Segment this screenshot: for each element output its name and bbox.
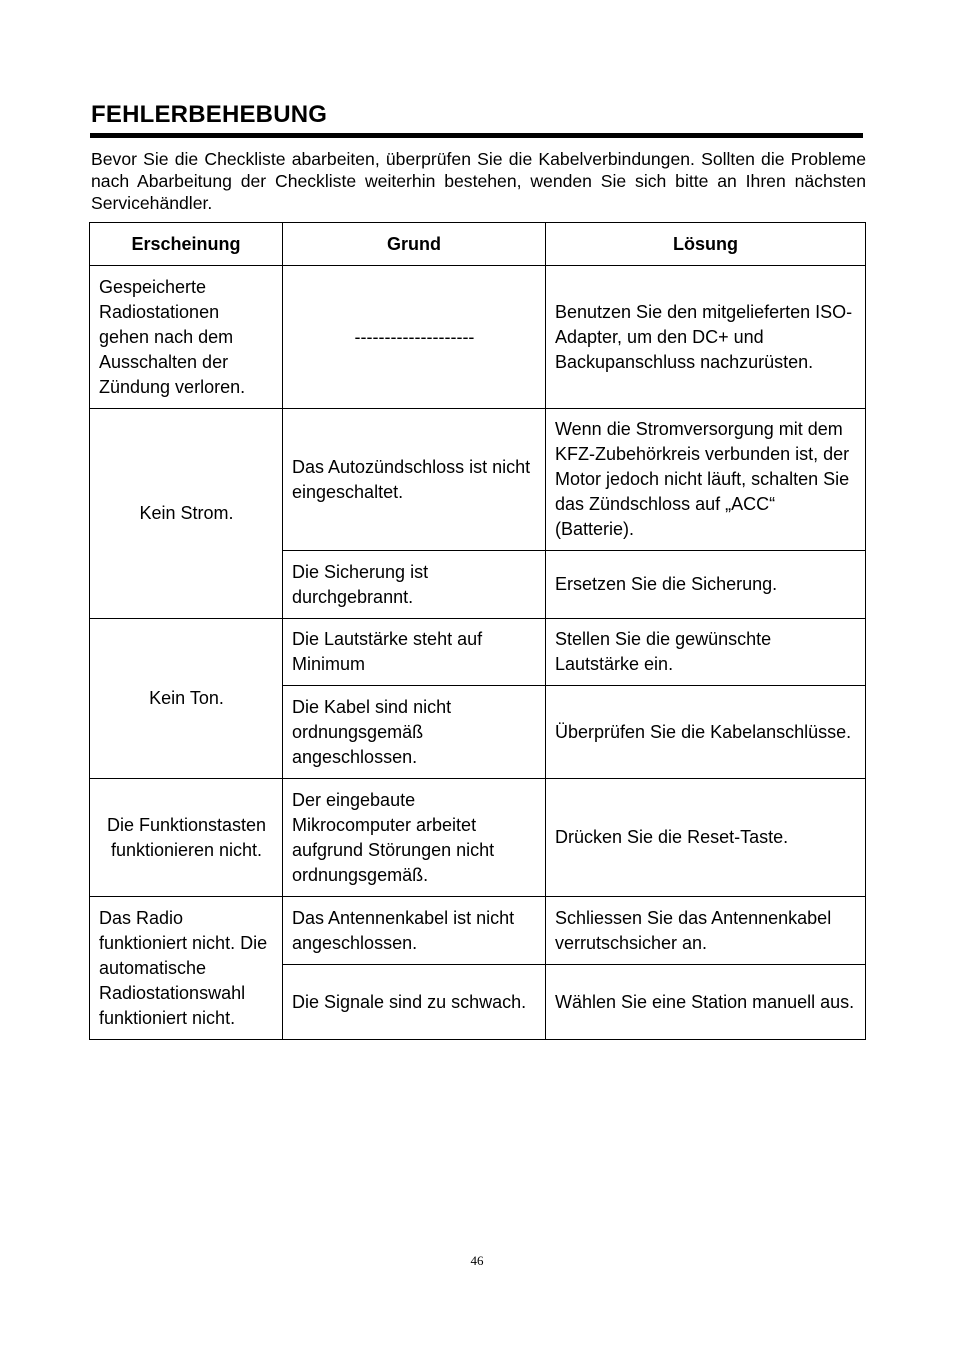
symptom-cell: Kein Ton. (90, 619, 283, 779)
cause-cell: Das Antennenkabel ist nicht angeschlossen. (283, 897, 546, 965)
solution-cell: Wählen Sie eine Station manuell aus. (546, 965, 866, 1040)
cause-cell: Das Autozündschloss ist nicht eingeschaltet. (283, 409, 546, 551)
solution-cell: Schliessen Sie das Antennenkabel verrutschsicher an. (546, 897, 866, 965)
cause-cell: Die Kabel sind nicht ordnungsgemäß angeschlossen. (283, 686, 546, 779)
symptom-cell: Das Radio funktioniert nicht. Die automatische Radiostationswahl funktioniert nicht. (90, 897, 283, 1040)
troubleshooting-table (89, 222, 866, 1040)
page-title: FEHLERBEHEBUNG (91, 101, 328, 128)
solution-cell: Drücken Sie die Reset-Taste. (546, 779, 866, 897)
solution-cell: Ersetzen Sie die Sicherung. (546, 551, 866, 619)
table-row (90, 897, 866, 965)
symptom-cell: Gespeicherte Radiostationen gehen nach dem Ausschalten der Zündung verloren. (90, 266, 283, 409)
cause-cell: Der eingebaute Mikrocomputer arbeitet aufgrund Störungen nicht ordnungsgemäß. (283, 779, 546, 897)
table-row (90, 619, 866, 686)
solution-cell: Stellen Sie die gewünschte Lautstärke ein. (546, 619, 866, 686)
table-row (90, 779, 866, 897)
header-solution: Lösung (546, 223, 866, 266)
header-symptom: Erscheinung (90, 223, 283, 266)
cause-cell: -------------------- (283, 266, 546, 409)
symptom-cell: Kein Strom. (90, 409, 283, 619)
table-header-row (90, 223, 866, 266)
cause-cell: Die Sicherung ist durchgebrannt. (283, 551, 546, 619)
solution-cell: Wenn die Stromversorgung mit dem KFZ-Zubehörkreis verbunden ist, der Motor jedoch nicht läuft, schalten Sie das Zündschloss auf „ACC“ (Batterie). (546, 409, 866, 551)
intro-paragraph: Bevor Sie die Checkliste abarbeiten, überprüfen Sie die Kabelverbindungen. Sollten die Probleme nach Abarbeitung der Checkliste weiterhin bestehen, wenden Sie sich bitte an Ihren nächsten Servicehändler. (91, 149, 866, 213)
header-cause: Grund (283, 223, 546, 266)
table-row (90, 266, 866, 409)
page-number: 46 (470, 1253, 484, 1268)
cause-cell: Die Lautstärke steht auf Minimum (283, 619, 546, 686)
cause-cell: Die Signale sind zu schwach. (283, 965, 546, 1040)
solution-cell: Benutzen Sie den mitgelieferten ISO-Adapter, um den DC+ und Backupanschluss nachzurüsten. (546, 266, 866, 409)
table-row (90, 409, 866, 551)
title-underline (90, 133, 863, 138)
symptom-cell: Die Funktionstasten funktionieren nicht. (90, 779, 283, 897)
solution-cell: Überprüfen Sie die Kabelanschlüsse. (546, 686, 866, 779)
